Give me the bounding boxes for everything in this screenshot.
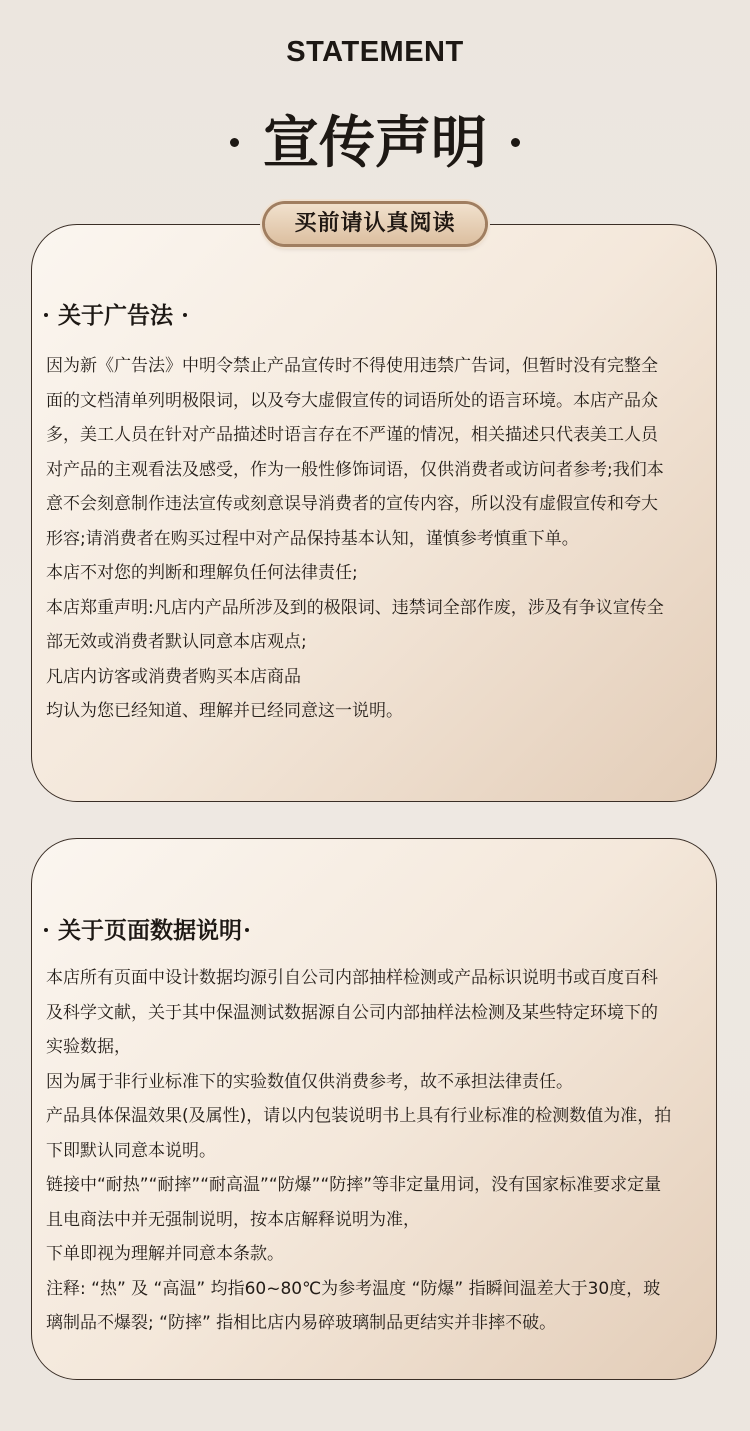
ad-law-paragraph: 均认为您已经知道、理解并已经同意这一说明。 (46, 701, 403, 721)
ad-law-paragraph: 本店不对您的判断和理解负任何法律责任; (46, 563, 358, 583)
section-title-ad-law (44, 297, 187, 330)
page-data-paragraph: 因为属于非行业标准下的实验数值仅供消费参考，故不承担法律责任。 (46, 1071, 573, 1092)
title-left-dot (230, 138, 239, 147)
page-data-paragraph: 本店所有页面中设计数据均源引自公司内部抽样检测或产品标识说明书或百度百科及科学文献，关于其中保温测试数据源自公司内部抽样法检测及某些特定环境下的实验数据， (46, 968, 658, 1057)
bullet-dot (183, 313, 187, 317)
bullet-dot (44, 928, 48, 932)
ad-law-body (46, 349, 672, 729)
section-title-ad-law-text: 关于广告法 (58, 303, 173, 329)
ad-law-paragraph: 凡店内访客或消费者购买本店商品 (46, 666, 301, 687)
page-data-paragraph: 下单即视为理解并同意本条款。 (46, 1244, 284, 1264)
title-right-dot (511, 138, 520, 147)
section-title-page-data (44, 912, 249, 945)
ad-law-paragraph: 本店郑重声明:凡店内产品所涉及到的极限词、违禁词全部作废，涉及有争议宣传全部无效或消费者默认同意本店观点; (46, 597, 664, 652)
page-data-paragraph: 注释: “热” 及 “高温” 均指60~80℃为参考温度 “防爆” 指瞬间温差大于30度，玻璃制品不爆裂; “防摔” 指相比店内易碎玻璃制品更结实并非摔不破。 (46, 1278, 661, 1333)
page-data-body (46, 961, 672, 1341)
statement-eyebrow: STATEMENT (286, 36, 464, 68)
ad-law-paragraph: 因为新《广告法》中明令禁止产品宣传时不得使用违禁广告词，但暂时没有完整全面的文档清单列明极限词，以及夸大虚假宣传的词语所处的语言环境。本店产品众多，美工人员在针对产品描述时语言存在不严谨的情况，相关描述只代表美工人员对产品的主观看法及感受，作为一般性修饰词语，仅供消费者或访问者参考;我们本意不会刻意制作违法宣传或刻意误导消费者的宣传内容，所以没有虚假宣传和夸大形容;请消费者在购买过程中对产品保持基本认知，谨慎参考慎重下单。 (46, 356, 664, 549)
page-title-text: 宣传声明 (263, 111, 487, 176)
page-data-paragraph: 链接中“耐热”“耐摔”“耐高温”“防爆”“防摔”等非定量用词，没有国家标准要求定量且电商法中并无强制说明，按本店解释说明为准， (46, 1175, 662, 1230)
page-title (0, 110, 750, 178)
section-title-page-data-text: 关于页面数据说明 (58, 918, 242, 944)
read-before-buy-badge: 买前请认真阅读 (265, 204, 485, 244)
page-data-paragraph: 产品具体保温效果(及属性)，请以内包装说明书上具有行业标准的检测数值为准，拍下即默认同意本说明。 (46, 1106, 672, 1161)
bullet-dot (44, 313, 48, 317)
bullet-dot (245, 928, 249, 932)
